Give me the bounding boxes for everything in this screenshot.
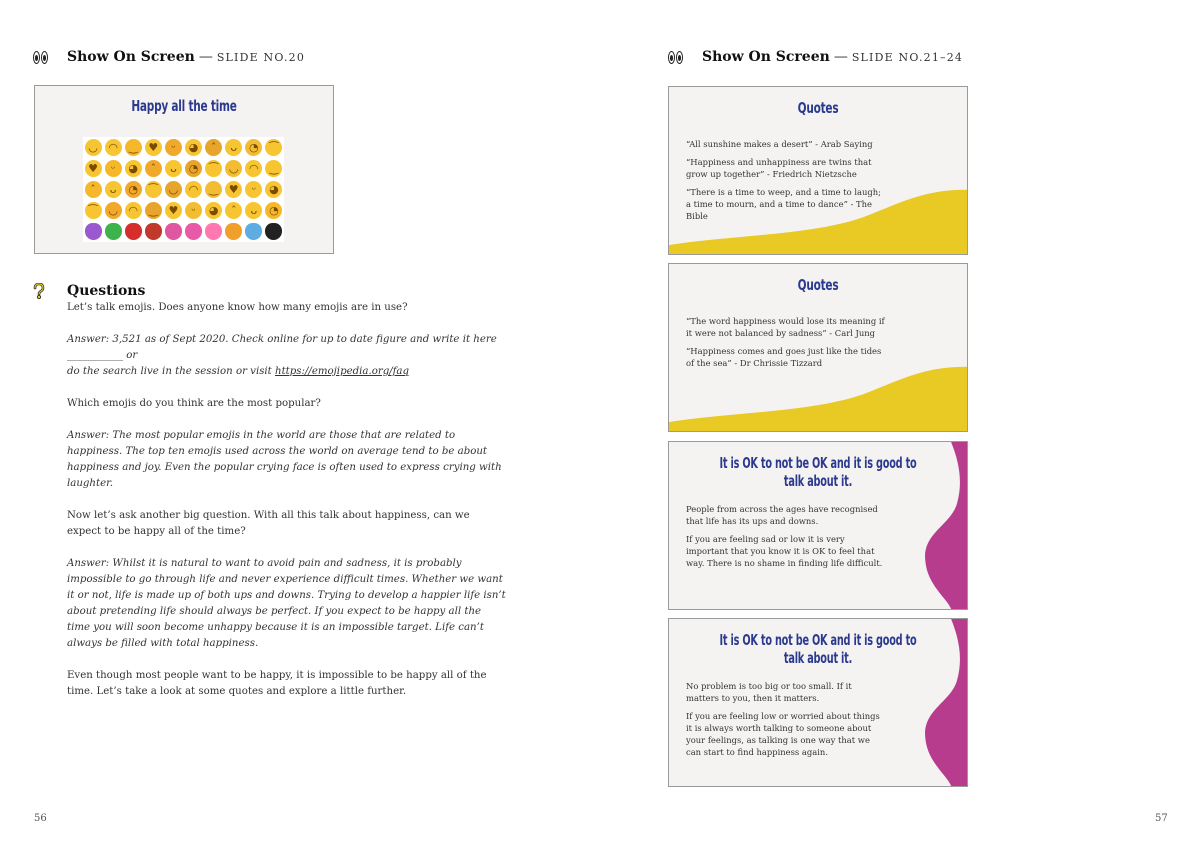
heart-emoji-icon [145,223,162,240]
answer-2: Answer: The most popular emojis in the world are those that are related to happiness. The top ten emojis used across the world on average tend to be about happiness and joy. Even the popular crying face is often used to express crying with laughter. [67,430,502,489]
hand-emoji-icon: ‿ [145,202,162,219]
face-emoji-icon: ᵕ [165,139,182,156]
face-emoji-icon: ‿ [265,160,282,177]
emoji-grid [83,137,284,242]
face-emoji-icon: ˆ [85,181,102,198]
hand-emoji-icon: ᴗ [245,202,262,219]
hand-emoji-icon: ♥ [165,202,182,219]
face-emoji-icon: ᴗ [225,139,242,156]
heart-emoji-icon [265,223,282,240]
heart-emoji-icon [205,223,222,240]
face-emoji-icon: ⁀ [265,139,282,156]
face-emoji-icon: ⁀ [205,160,222,177]
face-emoji-icon: ◠ [105,139,122,156]
face-emoji-icon: ◡ [165,181,182,198]
hand-emoji-icon: ᵕ [185,202,202,219]
face-emoji-icon: ♥ [145,139,162,156]
hand-emoji-icon: ◔ [265,202,282,219]
heart-emoji-icon [185,223,202,240]
heart-emoji-icon [165,223,182,240]
face-emoji-icon: ⁀ [145,181,162,198]
header-title: Show On Screen [67,49,195,65]
face-emoji-icon: ◕ [265,181,282,198]
face-emoji-icon: ♥ [85,160,102,177]
questions-heading: Questions [67,283,146,299]
page-number-right: 57 [1155,813,1168,824]
question-3: Now let’s ask another big question. With all this talk about happiness, can we expect to be happy all of the time? [67,510,470,537]
slide-title: Quotes [797,276,839,294]
questions-body [67,300,507,716]
face-emoji-icon: ᵕ [105,160,122,177]
heart-emoji-icon [125,223,142,240]
face-emoji-icon: ◡ [225,160,242,177]
face-emoji-icon: ◔ [125,181,142,198]
face-emoji-icon: ◠ [245,160,262,177]
heart-emoji-icon [225,223,242,240]
face-emoji-icon: ◠ [185,181,202,198]
slide-ref: SLIDE NO.21–24 [851,51,964,64]
eyes-icon [33,51,49,65]
paragraph-4: Even though most people want to be happy, it is impossible to be happy all of the time. Let’s take a look at some quotes and explore a little further. [67,670,487,697]
face-emoji-icon: ᵕ [245,181,262,198]
question-2: Which emojis do you think are the most popular? [67,398,321,409]
slide-23 [668,441,968,610]
hand-emoji-icon: ⁀ [85,202,102,219]
heart-emoji-icon [105,223,122,240]
slide-22 [668,263,968,432]
face-emoji-icon: ᴗ [105,181,122,198]
face-emoji-icon: ˆ [145,160,162,177]
face-emoji-icon: ˆ [205,139,222,156]
right-header: Show On Screen — SLIDE NO.21–24 [702,49,964,65]
slide-text: “All sunshine makes a desert” - Arab Saying “Happiness and unhappiness are twins that grow up together” - Friedrich Nietzsche “There is a time to weep, and a time to laugh; a time to mourn, and a time to dance” - The Bible [686,139,881,221]
face-emoji-icon: ‿ [205,181,222,198]
face-emoji-icon: ‿ [125,139,142,156]
header-title: Show On Screen [702,49,830,65]
hand-emoji-icon: ◠ [125,202,142,219]
hand-emoji-icon: ˆ [225,202,242,219]
slide-ref: SLIDE NO.20 [216,51,306,64]
face-emoji-icon: ◕ [125,160,142,177]
question-icon [33,283,45,299]
eyes-icon [668,51,684,65]
face-emoji-icon: ♥ [225,181,242,198]
slide-title: Happy all the time [131,97,237,115]
face-emoji-icon: ◔ [245,139,262,156]
face-emoji-icon: ᴗ [165,160,182,177]
slide-text: People from across the ages have recognised that life has its ups and downs. If you are feeling sad or low it is very important that you know it is OK to feel that way. There is no shame in finding life difficult. [686,504,883,568]
left-header: Show On Screen — SLIDE NO.20 [67,49,306,65]
slide-text: No problem is too big or too small. If it matters to you, then it matters. If you are feeling low or worried about things it is always worth talking to someone about your feelings, as talking is one way that we can start to find happiness again. [686,681,880,757]
slide-21 [668,86,968,255]
hand-emoji-icon: ◡ [105,202,122,219]
face-emoji-icon: ◕ [185,139,202,156]
heart-emoji-icon [245,223,262,240]
slide-title: It is OK to not be OK and it is good to talk about it. [719,454,917,490]
face-emoji-icon: ◔ [185,160,202,177]
slide-24 [668,618,968,787]
slide-title: Quotes [797,99,839,117]
question-1: Let’s talk emojis. Does anyone know how many emojis are in use? [67,302,408,313]
answer-3: Answer: Whilst it is natural to want to avoid pain and sadness, it is probably impossible to go through life and never experience difficult times. Whether we want it or not, life is made up of both ups and downs. Trying to develop a happier life isn’t about pretending life should always be perfect. If you expect to be happy all the time you will soon become unhappy because it is an impossible target. Life can’t always be filled with total happiness. [67,558,506,649]
face-emoji-icon: ◡ [85,139,102,156]
hand-emoji-icon: ◕ [205,202,222,219]
slide-title: It is OK to not be OK and it is good to talk about it. [719,631,917,667]
heart-emoji-icon [85,223,102,240]
page-number-left: 56 [34,813,47,824]
emojipedia-link[interactable]: https://emojipedia.org/faq [275,366,410,377]
answer-1: Answer: 3,521 as of Sept 2020. Check online for up to date figure and write it here ___________ or do the search live in the session or visit https://emojipedia.org/faq [67,334,497,377]
slide-text: “The word happiness would lose its meaning if it were not balanced by sadness” - Carl Jung “Happiness comes and goes just like the tides of the sea” - Dr Chrissie Tizzard [686,316,885,368]
